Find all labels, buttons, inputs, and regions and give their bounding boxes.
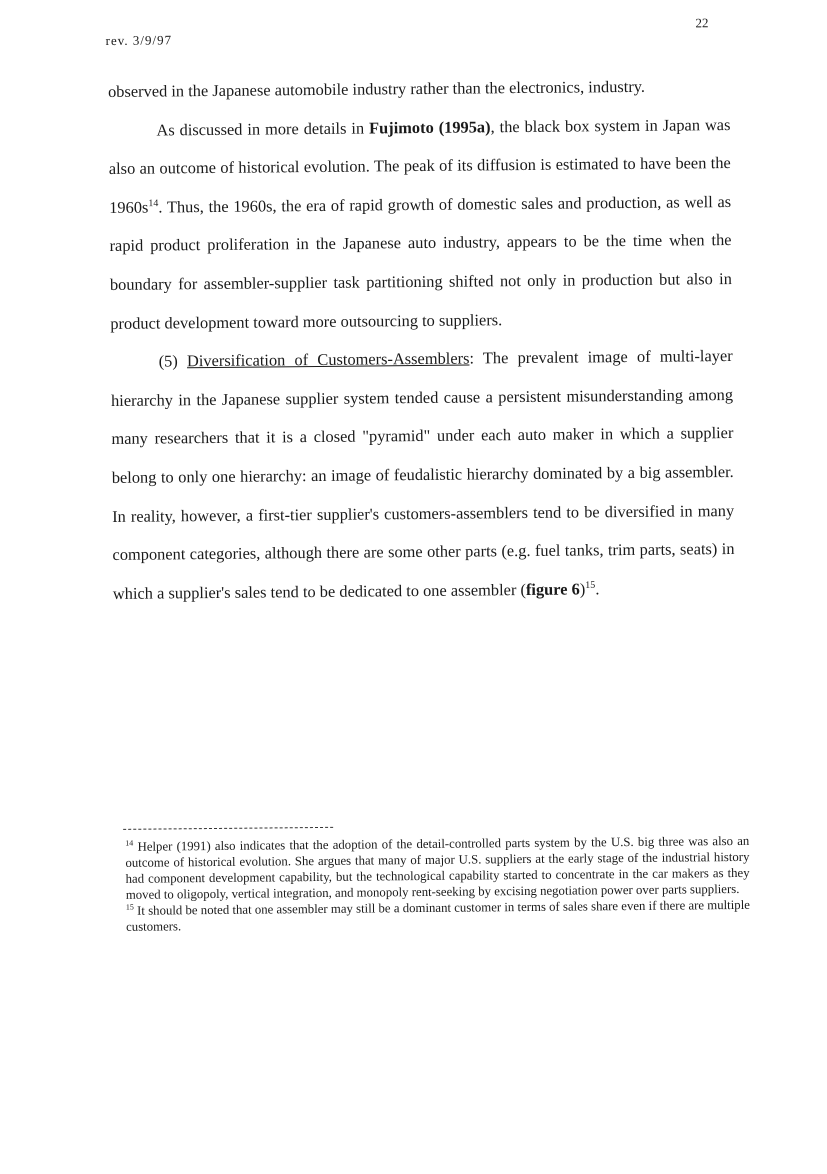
paragraph-3-text: : The prevalent image of multi-layer hierarchy in the Japanese supplier system tended cause a persistent misunderstanding among many researchers that it is a closed "pyramid" under each auto maker in which a supplier belong to only one hierarchy: an image of feudalistic hierarchy dominated by a big assembler. In reality, however, a first-tier supplier's customers-assemblers tend to be diversified in many component categories, although there are some other parts (e.g. fuel tanks, trim parts, seats) in which a supplier's sales tend to be dedicated to one assembler (	[110, 346, 735, 603]
paragraph-2-text-end: . Thus, the 1960s, the era of rapid growth of domestic sales and production, as well as rapid product proliferation in the Japanese auto industry, appears to be the time when the boundary for assembler-supplier task partitioning shifted not only in production but also in product development toward more outsourcing to suppliers.	[109, 191, 732, 333]
footnote-15-marker: 15	[125, 902, 134, 912]
paragraph-3	[110, 337, 735, 613]
footnotes	[125, 833, 750, 935]
footnote-15	[126, 897, 750, 935]
paragraph-3-close-paren: )	[579, 579, 586, 599]
paragraph-1: observed in the Japanese automobile industry rather than the electronics, industry.	[107, 76, 646, 101]
section-number: (5)	[158, 351, 188, 371]
paragraph-2-text-middle: , the black box system in Japan was also an outcome of historical evolution. The peak of its diffusion is estimated to have been the 1960s	[108, 114, 731, 217]
page-number: 22	[695, 15, 709, 31]
footnote-ref-14: 14	[148, 197, 159, 209]
footnote-separator	[123, 827, 333, 830]
body-text	[108, 67, 735, 613]
paragraph-2-text-start: As discussed in more details in	[156, 118, 370, 140]
footnote-14-text: Helper (1991) also indicates that the adoption of the detail-controlled parts system by the U.S. big three was also an outcome of historical evolution. She argues that many of major U.S. suppliers at the early stage of the industrial history had component development capability, but the technological capability started to concentrate in the car makers as they moved to oligopoly, vertical integration, and monopoly rent-seeking by excising negotiation power over parts suppliers.	[125, 833, 750, 902]
paragraph-3-end: .	[595, 579, 600, 599]
figure-reference: figure 6	[525, 579, 580, 599]
revision-date: rev. 3/9/97	[105, 32, 173, 48]
footnote-15-text: It should be noted that one assembler may still be a dominant customer in terms of sales share even if there are multiple customers.	[126, 897, 750, 934]
citation-fujimoto: Fujimoto (1995a)	[368, 116, 491, 138]
footnote-ref-15: 15	[585, 579, 596, 591]
section-heading: Diversification of Customers-Assemblers	[186, 348, 470, 371]
paragraph-2	[108, 106, 732, 344]
footnote-14	[125, 833, 750, 903]
footnote-14-marker: 14	[125, 838, 134, 848]
